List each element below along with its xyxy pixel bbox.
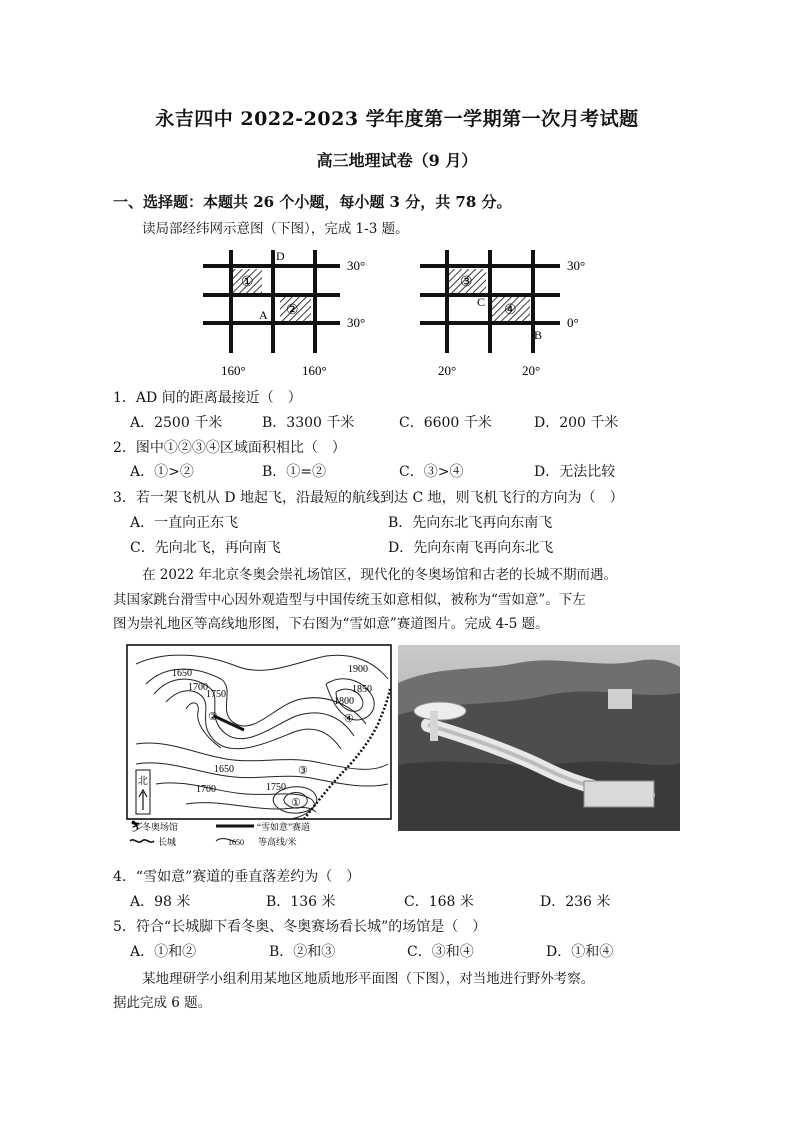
region-2-label: ②	[286, 303, 299, 318]
q4-option-a[interactable]: A．98 米	[130, 894, 191, 910]
contour-label-1750-a: 1750	[206, 689, 226, 700]
question-5-stem: 5．符合“长城脚下看冬奥、冬奥赛场看长城”的场馆是（ ）	[113, 919, 487, 935]
q4-option-d[interactable]: D．236 米	[540, 894, 611, 910]
ski-jump-photo	[398, 645, 680, 831]
question-2-stem: 2．图中①②③④区域面积相比（ ）	[113, 440, 346, 456]
q3-option-b[interactable]: B．先向东北飞再向东南飞	[388, 515, 553, 531]
contour-label-1700-a: 1700	[188, 682, 208, 693]
contour-label-1650-b: 1650	[214, 764, 234, 775]
marker-1: ①	[291, 797, 301, 809]
point-b-label: B	[534, 328, 543, 342]
right-lon-left: 20°	[438, 363, 457, 378]
q2-option-d[interactable]: D．无法比较	[534, 464, 616, 480]
left-grid	[203, 249, 365, 378]
q5-option-d[interactable]: D．①和④	[546, 944, 614, 960]
legend-wall-label: 长城	[158, 837, 177, 847]
passage-3-line-2: 据此完成 6 题。	[113, 995, 212, 1011]
q5-option-a[interactable]: A．①和②	[130, 944, 197, 960]
contour-label-1700-b: 1700	[196, 784, 216, 795]
marker-3: ③	[298, 765, 308, 777]
q2-option-a[interactable]: A．①>②	[130, 464, 194, 480]
legend-venue-label: 冬奥场馆	[142, 822, 179, 832]
q4-option-c[interactable]: C．168 米	[404, 894, 474, 910]
q5-option-c[interactable]: C．③和④	[407, 944, 474, 960]
q1-option-c[interactable]: C．6600 千米	[399, 415, 492, 431]
marker-2: ②	[208, 711, 218, 723]
right-grid	[420, 250, 585, 378]
q4-option-b[interactable]: B．136 米	[266, 894, 336, 910]
passage-2-line-1: 在 2022 年北京冬奥会崇礼场馆区，现代化的冬奥场馆和古老的长城不期而遇。	[142, 567, 617, 583]
point-c-label: C	[477, 295, 486, 309]
passage-3-line-1: 某地理研学小组利用某地区地质地形平面图（下图），对当地进行野外考察。	[142, 971, 595, 987]
right-lat-bottom: 0°	[567, 315, 579, 330]
contour-label-1850: 1850	[352, 684, 372, 695]
legend-contour-label: 等高线/米	[258, 837, 297, 847]
contour-label-1900: 1900	[348, 664, 368, 675]
right-lat-top: 30°	[567, 258, 586, 273]
q3-option-c[interactable]: C．先向北飞，再向南飞	[130, 540, 281, 556]
q3-option-a[interactable]: A．一直向正东飞	[130, 515, 239, 531]
contour-label-1750-b: 1750	[266, 782, 286, 793]
q3-option-d[interactable]: D．先向东南飞再向东北飞	[388, 540, 554, 556]
legend-venue-icon: ⛷	[130, 821, 144, 833]
region-4-label: ④	[504, 303, 517, 318]
q2-option-b[interactable]: B．①=②	[262, 464, 327, 480]
point-d-label: D	[276, 249, 285, 263]
exam-subtitle: 高三地理试卷（9 月）	[316, 151, 478, 170]
region-1-label: ①	[241, 275, 254, 290]
section-heading: 一、选择题：本题共 26 个小题，每小题 3 分，共 78 分。	[113, 193, 512, 211]
q1-option-b[interactable]: B．3300 千米	[262, 415, 355, 431]
exam-title: 永吉四中 2022-2023 学年度第一学期第一次月考试题	[155, 108, 639, 130]
passage-2-line-2: 其国家跳台滑雪中心因外观造型与中国传统玉如意相似，被称为“雪如意”。下左	[113, 592, 586, 608]
contour-label-1650-a: 1650	[172, 668, 192, 679]
right-lon-right: 20°	[522, 363, 541, 378]
contour-label-1800: 1800	[334, 696, 354, 707]
point-a-label: A	[259, 308, 268, 322]
question-1-stem: 1．AD 间的距离最接近（ ）	[113, 390, 302, 406]
left-lat-bottom: 30°	[347, 315, 366, 330]
left-lon-left: 160°	[221, 363, 246, 378]
legend-wall-icon	[130, 840, 154, 842]
contour-map	[126, 644, 392, 848]
q2-option-c[interactable]: C．③>④	[399, 464, 464, 480]
marker-4: ④	[344, 713, 354, 725]
graticule-figure	[195, 245, 595, 383]
intro-text: 读局部经纬网示意图（下图），完成 1-3 题。	[142, 221, 409, 237]
question-4-stem: 4．“雪如意”赛道的垂直落差约为（ ）	[113, 869, 361, 885]
legend-track-label: “雪如意”赛道	[257, 822, 310, 832]
north-label: 北	[138, 776, 148, 787]
region-3-label: ③	[460, 275, 473, 290]
q1-option-d[interactable]: D．200 千米	[534, 415, 619, 431]
q5-option-b[interactable]: B．②和③	[269, 944, 336, 960]
left-lat-top: 30°	[347, 258, 366, 273]
passage-2-line-3: 图为崇礼地区等高线地形图，下右图为“雪如意”赛道图片。完成 4-5 题。	[113, 616, 549, 632]
q1-option-a[interactable]: A．2500 千米	[130, 415, 223, 431]
legend-contour-value: 1650	[228, 838, 244, 847]
question-3-stem: 3．若一架飞机从 D 地起飞，沿最短的航线到达 C 地，则飞机飞行的方向为（ ）	[113, 490, 624, 506]
left-lon-right: 160°	[302, 363, 327, 378]
